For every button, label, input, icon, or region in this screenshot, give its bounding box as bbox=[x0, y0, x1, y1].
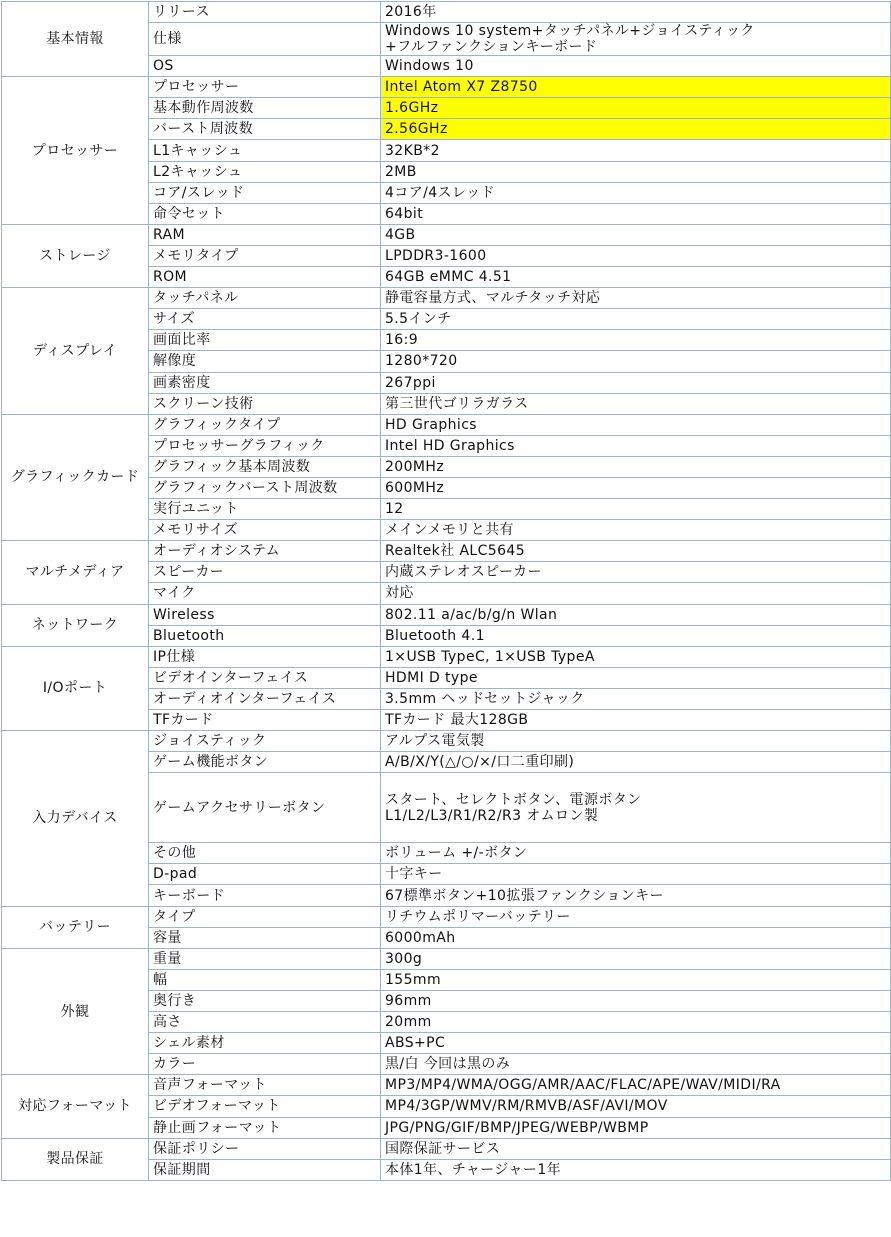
section-header: 基本情報 bbox=[2, 2, 149, 77]
spec-label: リリース bbox=[149, 2, 381, 23]
spec-label: グラフィックバースト周波数 bbox=[149, 477, 381, 498]
spec-label: ゲームアクセサリーボタン bbox=[149, 773, 381, 843]
spec-label: 解像度 bbox=[149, 351, 381, 372]
spec-table-body bbox=[2, 2, 891, 1181]
spec-value: 64bit bbox=[381, 203, 891, 224]
spec-label: タッチパネル bbox=[149, 288, 381, 309]
spec-row bbox=[2, 288, 891, 309]
spec-label: シェル素材 bbox=[149, 1033, 381, 1054]
spec-row bbox=[2, 2, 891, 23]
spec-label: 静止画フォーマット bbox=[149, 1117, 381, 1138]
spec-value: 静電容量方式、マルチタッチ対応 bbox=[381, 288, 891, 309]
spec-value: LPDDR3-1600 bbox=[381, 245, 891, 266]
spec-label: サイズ bbox=[149, 309, 381, 330]
section-header: 入力デバイス bbox=[2, 731, 149, 906]
spec-label: 容量 bbox=[149, 927, 381, 948]
spec-value: Realtek社 ALC5645 bbox=[381, 541, 891, 562]
spec-label: 幅 bbox=[149, 969, 381, 990]
spec-value: 1280*720 bbox=[381, 351, 891, 372]
spec-value: 267ppi bbox=[381, 372, 891, 393]
spec-label: Bluetooth bbox=[149, 625, 381, 646]
spec-value: 20mm bbox=[381, 1012, 891, 1033]
spec-value: 64GB eMMC 4.51 bbox=[381, 267, 891, 288]
section-header: ネットワーク bbox=[2, 604, 149, 646]
spec-value: TFカード 最大128GB bbox=[381, 710, 891, 731]
spec-value: 155mm bbox=[381, 969, 891, 990]
spec-value: A/B/X/Y(△/○/×/口二重印刷) bbox=[381, 752, 891, 773]
spec-value: 4GB bbox=[381, 224, 891, 245]
spec-label: RAM bbox=[149, 224, 381, 245]
section-header: グラフィックカード bbox=[2, 414, 149, 541]
spec-label: スピーカー bbox=[149, 562, 381, 583]
spec-table bbox=[1, 1, 891, 1181]
spec-label: キーボード bbox=[149, 885, 381, 906]
spec-label: 高さ bbox=[149, 1012, 381, 1033]
spec-label: ROM bbox=[149, 267, 381, 288]
spec-value: 十字キー bbox=[381, 864, 891, 885]
spec-label: IP仕様 bbox=[149, 646, 381, 667]
spec-value: HD Graphics bbox=[381, 414, 891, 435]
spec-value: 2.56GHz bbox=[381, 119, 891, 140]
spec-value: 6000mAh bbox=[381, 927, 891, 948]
spec-label: ゲーム機能ボタン bbox=[149, 752, 381, 773]
spec-value: 2016年 bbox=[381, 2, 891, 23]
spec-value: 96mm bbox=[381, 990, 891, 1011]
spec-value: Bluetooth 4.1 bbox=[381, 625, 891, 646]
spec-label: グラフィック基本周波数 bbox=[149, 456, 381, 477]
spec-value: Windows 10 bbox=[381, 56, 891, 77]
spec-label: D-pad bbox=[149, 864, 381, 885]
spec-row bbox=[2, 1138, 891, 1159]
spec-value: ABS+PC bbox=[381, 1033, 891, 1054]
spec-value-line: Windows 10 system+タッチパネル+ジョイスティック bbox=[385, 23, 755, 40]
spec-row bbox=[2, 1075, 891, 1096]
spec-value: 802.11 a/ac/b/g/n Wlan bbox=[381, 604, 891, 625]
spec-value: メインメモリと共有 bbox=[381, 520, 891, 541]
spec-value: Intel HD Graphics bbox=[381, 435, 891, 456]
section-header: 製品保証 bbox=[2, 1138, 149, 1180]
spec-label: メモリサイズ bbox=[149, 520, 381, 541]
spec-value: Intel Atom X7 Z8750 bbox=[381, 77, 891, 98]
section-header: マルチメディア bbox=[2, 541, 149, 604]
spec-label: L2キャッシュ bbox=[149, 161, 381, 182]
spec-label: 画素密度 bbox=[149, 372, 381, 393]
spec-value: MP3/MP4/WMA/OGG/AMR/AAC/FLAC/APE/WAV/MIDI/RA bbox=[381, 1075, 891, 1096]
spec-value: 対応 bbox=[381, 583, 891, 604]
spec-label: Wireless bbox=[149, 604, 381, 625]
section-header: バッテリー bbox=[2, 906, 149, 948]
spec-label: 基本動作周波数 bbox=[149, 98, 381, 119]
spec-value: ボリューム +/-ボタン bbox=[381, 843, 891, 864]
spec-label: 保証ポリシー bbox=[149, 1138, 381, 1159]
spec-label: プロセッサー bbox=[149, 77, 381, 98]
spec-value: アルプス電気製 bbox=[381, 731, 891, 752]
spec-value: 内蔵ステレオスピーカー bbox=[381, 562, 891, 583]
spec-value: 本体1年、チャージャー1年 bbox=[381, 1159, 891, 1180]
spec-value: 300g bbox=[381, 948, 891, 969]
spec-label: プロセッサーグラフィック bbox=[149, 435, 381, 456]
spec-value: 16:9 bbox=[381, 330, 891, 351]
spec-value: 第三世代ゴリラガラス bbox=[381, 393, 891, 414]
spec-label: バースト周波数 bbox=[149, 119, 381, 140]
spec-value: 200MHz bbox=[381, 456, 891, 477]
spec-label: TFカード bbox=[149, 710, 381, 731]
spec-row bbox=[2, 948, 891, 969]
spec-label: 命令セット bbox=[149, 203, 381, 224]
spec-value: 67標準ボタン+10拡張ファンクションキー bbox=[381, 885, 891, 906]
spec-label: コア/スレッド bbox=[149, 182, 381, 203]
spec-value: 3.5mm ヘッドセットジャック bbox=[381, 688, 891, 709]
spec-row bbox=[2, 731, 891, 752]
spec-value-line: L1/L2/L3/R1/R2/R3 オムロン製 bbox=[385, 807, 599, 824]
section-header: 対応フォーマット bbox=[2, 1075, 149, 1138]
spec-label: 重量 bbox=[149, 948, 381, 969]
spec-row bbox=[2, 604, 891, 625]
spec-label: オーディオシステム bbox=[149, 541, 381, 562]
spec-label: L1キャッシュ bbox=[149, 140, 381, 161]
spec-value: HDMI D type bbox=[381, 667, 891, 688]
section-header: 外観 bbox=[2, 948, 149, 1075]
spec-row bbox=[2, 541, 891, 562]
spec-label: カラー bbox=[149, 1054, 381, 1075]
spec-value: 600MHz bbox=[381, 477, 891, 498]
spec-label: 仕様 bbox=[149, 23, 381, 56]
spec-value: 1.6GHz bbox=[381, 98, 891, 119]
spec-value bbox=[381, 773, 891, 843]
spec-value: 4コア/4スレッド bbox=[381, 182, 891, 203]
spec-label: グラフィックタイプ bbox=[149, 414, 381, 435]
spec-value: 2MB bbox=[381, 161, 891, 182]
spec-label: タイプ bbox=[149, 906, 381, 927]
spec-label: 画面比率 bbox=[149, 330, 381, 351]
spec-label: 音声フォーマット bbox=[149, 1075, 381, 1096]
spec-value: 1×USB TypeC, 1×USB TypeA bbox=[381, 646, 891, 667]
spec-label: スクリーン技術 bbox=[149, 393, 381, 414]
spec-value: MP4/3GP/WMV/RM/RMVB/ASF/AVI/MOV bbox=[381, 1096, 891, 1117]
spec-label: メモリタイプ bbox=[149, 245, 381, 266]
spec-value-line: スタート、セレクトボタン、電源ボタン bbox=[385, 791, 642, 808]
spec-value: 国際保証サービス bbox=[381, 1138, 891, 1159]
section-header: ディスプレイ bbox=[2, 288, 149, 415]
spec-value: 32KB*2 bbox=[381, 140, 891, 161]
spec-row bbox=[2, 646, 891, 667]
spec-value: 12 bbox=[381, 499, 891, 520]
spec-value-line: +フルファンクションキーボード bbox=[385, 39, 598, 56]
section-header: I/Oポート bbox=[2, 646, 149, 730]
spec-row bbox=[2, 414, 891, 435]
spec-row bbox=[2, 77, 891, 98]
spec-label: OS bbox=[149, 56, 381, 77]
spec-label: ビデオフォーマット bbox=[149, 1096, 381, 1117]
spec-label: 実行ユニット bbox=[149, 499, 381, 520]
spec-row bbox=[2, 906, 891, 927]
spec-value: リチウムポリマーバッテリー bbox=[381, 906, 891, 927]
spec-label: その他 bbox=[149, 843, 381, 864]
spec-value: 黒/白 今回は黒のみ bbox=[381, 1054, 891, 1075]
spec-label: オーディオインターフェイス bbox=[149, 688, 381, 709]
spec-row bbox=[2, 224, 891, 245]
section-header: プロセッサー bbox=[2, 77, 149, 225]
spec-label: ジョイスティック bbox=[149, 731, 381, 752]
spec-value bbox=[381, 23, 891, 56]
spec-value: JPG/PNG/GIF/BMP/JPEG/WEBP/WBMP bbox=[381, 1117, 891, 1138]
spec-value: 5.5インチ bbox=[381, 309, 891, 330]
spec-label: マイク bbox=[149, 583, 381, 604]
spec-label: ビデオインターフェイス bbox=[149, 667, 381, 688]
spec-label: 保証期間 bbox=[149, 1159, 381, 1180]
spec-label: 奥行き bbox=[149, 990, 381, 1011]
section-header: ストレージ bbox=[2, 224, 149, 287]
